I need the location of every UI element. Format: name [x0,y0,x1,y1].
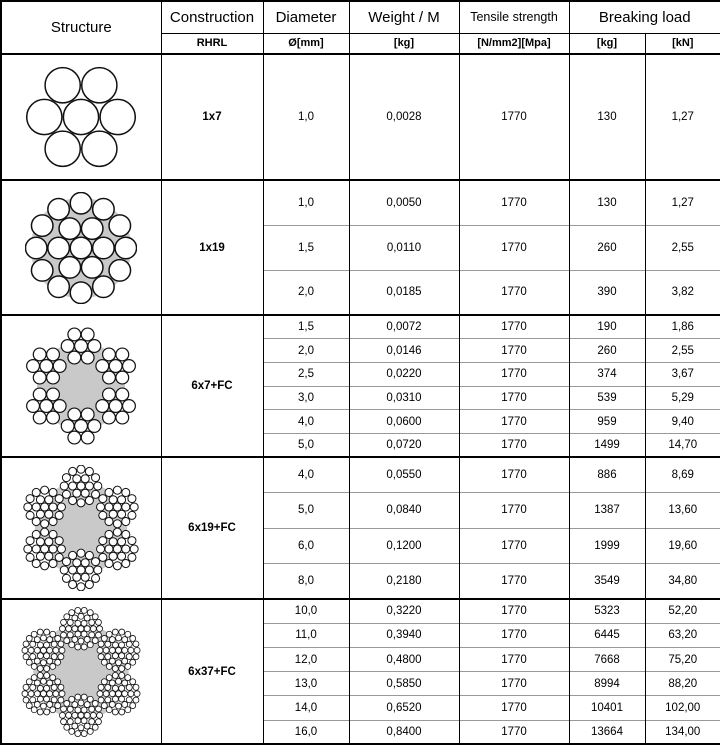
tensile-strength-cell: 1770 [459,433,569,457]
breaking-load-kn-cell: 2,55 [645,339,720,363]
header-diameter-unit: Ø[mm] [263,33,349,54]
diameter-cell: 3,0 [263,386,349,410]
diameter-cell: 1,0 [263,180,349,225]
weight-cell: 0,0146 [349,339,459,363]
diameter-cell: 5,0 [263,493,349,529]
tensile-strength-cell: 1770 [459,225,569,270]
diameter-cell: 14,0 [263,696,349,720]
diameter-cell: 8,0 [263,564,349,600]
breaking-load-kn-cell: 1,27 [645,54,720,180]
breaking-load-kg-cell: 3549 [569,564,645,600]
breaking-load-kg-cell: 886 [569,457,645,493]
weight-cell: 0,0050 [349,180,459,225]
breaking-load-kg-cell: 374 [569,362,645,386]
weight-cell: 0,0028 [349,54,459,180]
breaking-load-kg-cell: 539 [569,386,645,410]
weight-cell: 0,0310 [349,386,459,410]
breaking-load-kg-cell: 130 [569,54,645,180]
breaking-load-kn-cell: 9,40 [645,410,720,434]
breaking-load-kn-cell: 3,67 [645,362,720,386]
breaking-load-kn-cell: 5,29 [645,386,720,410]
spec-row [1,599,720,623]
tensile-strength-cell: 1770 [459,493,569,529]
breaking-load-kg-cell: 1499 [569,433,645,457]
weight-cell: 0,8400 [349,720,459,744]
rope-cross-section-6x19-fc [18,465,144,591]
weight-cell: 0,6520 [349,696,459,720]
diameter-cell: 12,0 [263,648,349,672]
breaking-load-kn-cell: 88,20 [645,672,720,696]
weight-cell: 0,0720 [349,433,459,457]
weight-cell: 0,0550 [349,457,459,493]
tensile-strength-cell: 1770 [459,410,569,434]
breaking-load-kg-cell: 5323 [569,599,645,623]
weight-cell: 0,0220 [349,362,459,386]
weight-cell: 0,1200 [349,528,459,564]
breaking-load-kg-cell: 130 [569,180,645,225]
structure-diagram-cell [1,457,161,599]
header-diameter: Diameter [263,1,349,33]
structure-diagram-cell [1,54,161,180]
table-body [1,54,720,744]
header-weight: Weight / M [349,1,459,33]
weight-cell: 0,0840 [349,493,459,529]
breaking-load-kg-cell: 6445 [569,623,645,647]
tensile-strength-cell: 1770 [459,315,569,339]
breaking-load-kn-cell: 52,20 [645,599,720,623]
breaking-load-kg-cell: 13664 [569,720,645,744]
breaking-load-kg-cell: 8994 [569,672,645,696]
tensile-strength-cell: 1770 [459,564,569,600]
breaking-load-kn-cell: 1,27 [645,180,720,225]
weight-cell: 0,0600 [349,410,459,434]
breaking-load-kn-cell: 13,60 [645,493,720,529]
breaking-load-kn-cell: 19,60 [645,528,720,564]
rope-cross-section-1x19 [25,192,137,304]
breaking-load-kg-cell: 10401 [569,696,645,720]
diameter-cell: 10,0 [263,599,349,623]
tensile-strength-cell: 1770 [459,648,569,672]
breaking-load-kg-cell: 260 [569,339,645,363]
breaking-load-kn-cell: 1,86 [645,315,720,339]
spec-row [1,54,720,180]
tensile-strength-cell: 1770 [459,386,569,410]
diameter-cell: 4,0 [263,410,349,434]
tensile-strength-cell: 1770 [459,623,569,647]
diameter-cell: 1,0 [263,54,349,180]
diameter-cell: 2,0 [263,270,349,315]
tensile-strength-cell: 1770 [459,54,569,180]
breaking-load-kn-cell: 3,82 [645,270,720,315]
tensile-strength-cell: 1770 [459,180,569,225]
diameter-cell: 2,5 [263,362,349,386]
diameter-cell: 11,0 [263,623,349,647]
construction-cell: 1x7 [161,54,263,180]
construction-cell: 6x37+FC [161,599,263,744]
structure-diagram-cell [1,315,161,457]
breaking-load-kn-cell: 134,00 [645,720,720,744]
tensile-strength-cell: 1770 [459,457,569,493]
spec-row [1,180,720,225]
spec-row [1,315,720,339]
breaking-load-kn-cell: 2,55 [645,225,720,270]
construction-cell: 1x19 [161,180,263,315]
breaking-load-kg-cell: 190 [569,315,645,339]
breaking-load-kg-cell: 959 [569,410,645,434]
diameter-cell: 2,0 [263,339,349,363]
header-breaking-kn-unit: [kN] [645,33,720,54]
tensile-strength-cell: 1770 [459,696,569,720]
rope-cross-section-1x7 [26,62,136,172]
breaking-load-kn-cell: 75,20 [645,648,720,672]
header-row-main [1,1,720,33]
rope-cross-section-6x7-fc [21,326,141,446]
breaking-load-kg-cell: 1999 [569,528,645,564]
construction-cell: 6x19+FC [161,457,263,599]
breaking-load-kg-cell: 7668 [569,648,645,672]
diameter-cell: 4,0 [263,457,349,493]
weight-cell: 0,5850 [349,672,459,696]
breaking-load-kn-cell: 102,00 [645,696,720,720]
breaking-load-kn-cell: 8,69 [645,457,720,493]
breaking-load-kn-cell: 14,70 [645,433,720,457]
tensile-strength-cell: 1770 [459,339,569,363]
header-rhrl: RHRL [161,33,263,54]
spec-row [1,457,720,493]
tensile-strength-cell: 1770 [459,362,569,386]
tensile-strength-cell: 1770 [459,528,569,564]
rope-cross-section-6x37-fc [16,607,146,737]
weight-cell: 0,4800 [349,648,459,672]
diameter-cell: 5,0 [263,433,349,457]
diameter-cell: 13,0 [263,672,349,696]
weight-cell: 0,0185 [349,270,459,315]
breaking-load-kn-cell: 63,20 [645,623,720,647]
weight-cell: 0,3220 [349,599,459,623]
header-tensile-unit: [N/mm2][Mpa] [459,33,569,54]
tensile-strength-cell: 1770 [459,720,569,744]
structure-diagram-cell [1,599,161,744]
weight-cell: 0,3940 [349,623,459,647]
diameter-cell: 1,5 [263,315,349,339]
header-breaking-kg-unit: [kg] [569,33,645,54]
header-structure: Structure [1,1,161,54]
tensile-strength-cell: 1770 [459,599,569,623]
tensile-strength-cell: 1770 [459,672,569,696]
breaking-load-kg-cell: 390 [569,270,645,315]
weight-cell: 0,0110 [349,225,459,270]
weight-cell: 0,0072 [349,315,459,339]
header-tensile: Tensile strength [459,1,569,33]
breaking-load-kn-cell: 34,80 [645,564,720,600]
weight-cell: 0,2180 [349,564,459,600]
structure-diagram-cell [1,180,161,315]
diameter-cell: 16,0 [263,720,349,744]
header-breaking-load: Breaking load [569,1,720,33]
table-header [1,1,720,54]
diameter-cell: 1,5 [263,225,349,270]
tensile-strength-cell: 1770 [459,270,569,315]
header-weight-unit: [kg] [349,33,459,54]
breaking-load-kg-cell: 260 [569,225,645,270]
header-construction: Construction [161,1,263,33]
diameter-cell: 6,0 [263,528,349,564]
breaking-load-kg-cell: 1387 [569,493,645,529]
construction-cell: 6x7+FC [161,315,263,457]
